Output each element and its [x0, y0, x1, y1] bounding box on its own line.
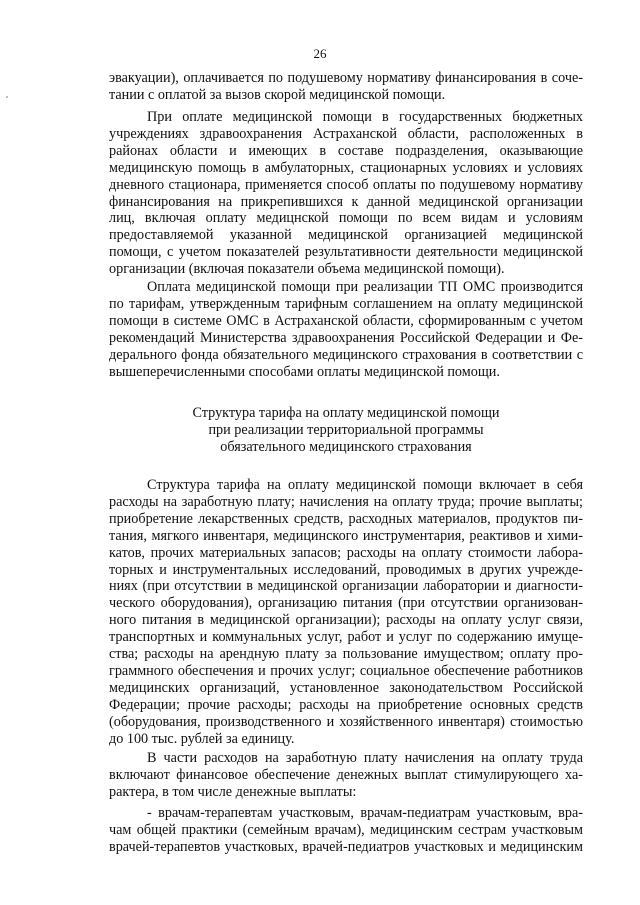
heading-line: Структура тарифа на оплату медицинской помощи	[192, 405, 500, 421]
page-number: 26	[313, 46, 327, 61]
text-line: В части расходов на заработную плату начисления на оплату труда	[147, 750, 583, 766]
heading-line: при реализации территориальной программы	[208, 421, 484, 438]
text-line: ного питания в медицинской организации); расходы на оплату услуг связи,	[109, 612, 583, 629]
text-line: приобретение лекарственных средств, расходных материалов, продуктов пи-	[109, 510, 583, 527]
text-line: тании с оплатой за вызов скорой медицинской помощи.	[109, 86, 446, 103]
paragraph-4	[109, 477, 583, 748]
text-line: Федерации; прочие расходы; расходы на приобретение основных средств	[109, 696, 583, 713]
text-line: учреждениях здравоохранения Астраханской области, расположенных в	[109, 125, 583, 142]
text-line: Структура тарифа на оплату медицинской помощи включает в себя	[147, 477, 583, 493]
paragraph-3	[109, 279, 583, 380]
text-line: вышеперечисленными способами оплаты медицинской помощи.	[109, 363, 500, 380]
text-line: финансирования на прикрепившихся к данной медицинской организации	[109, 193, 583, 210]
text-line: дневного стационара, применяется способ оплаты по подушевому нормативу	[109, 176, 583, 193]
section-heading	[109, 405, 583, 456]
text-line: рекомендаций Министерства здравоохранения Российской Федерации и Фе-	[109, 329, 583, 346]
text-line: медицинскую помощь в амбулаторных, стационарных условиях и условиях	[109, 159, 583, 176]
text-line: предоставляемой указанной медицинской организацией медицинской	[109, 227, 583, 244]
text-line: расходы на заработную плату; начисления на оплату труда; прочие выплаты;	[109, 493, 583, 510]
text-line: до 100 тыс. рублей за единицу.	[109, 730, 295, 747]
text-line: рактера, в том числе денежные выплаты:	[109, 783, 357, 800]
text-line: катов, прочих материальных запасов; расходы на оплату стоимости лабора-	[109, 544, 583, 561]
text-line: помощи, с учетом показателей результативности деятельности медицинской	[109, 244, 583, 261]
paragraph-5	[109, 750, 583, 801]
text-line: медицинских организаций, установленное законодательством Российской	[109, 679, 583, 696]
text-line: - врачам-терапевтам участковым, врачам-педиатрам участковым, вра-	[147, 805, 583, 821]
paragraph-1	[109, 70, 583, 104]
text-line: организации (включая показатели объема медицинской помощи).	[109, 261, 505, 278]
text-line: Оплата медицинской помощи при реализации ТП ОМС производится	[147, 279, 583, 295]
text-line: граммного обеспечения и прочих услуг; социальное обеспечение работников	[109, 662, 583, 679]
text-line: по тарифам, утвержденным тарифным соглашением на оплату медицинской	[109, 295, 583, 312]
text-line: ства; расходы на арендную плату за пользование имуществом; оплату про-	[109, 646, 583, 663]
heading-line: обязательного медицинского страхования	[220, 438, 472, 455]
text-line: торных и инструментальных исследований, проводимых в других учрежде-	[109, 561, 583, 578]
text-line: районах области и имеющих в составе подразделения, оказывающие	[109, 142, 583, 159]
text-line: транспортных и коммунальных услуг, работ и услуг по содержанию имуще-	[109, 629, 583, 646]
text-line: чам общей практики (семейным врачам), медицинским сестрам участковым	[109, 821, 583, 838]
text-line: помощи в системе ОМС в Астраханской области, сформированным с учетом	[109, 312, 583, 329]
text-line: дерального фонда обязательного медицинского страхования в соответствии с	[109, 346, 583, 363]
text-line: тания, мягкого инвентаря, медицинского инструментария, реактивов и хими-	[109, 527, 583, 544]
text-line: лиц, включая оплату медицнской помощи по всем видам и условиям	[109, 210, 583, 227]
text-line: включают финансовое обеспечение денежных выплат стимулирующего ха-	[109, 766, 583, 783]
text-line: (оборудования, производственного и хозяйственного инвентаря) стоимостью	[109, 713, 583, 730]
text-line: ниях (при отсутствии в медицинской организации лаборатории и диагности-	[109, 578, 583, 595]
text-line: При оплате медицинской помощи в государственных бюджетных	[147, 109, 583, 125]
text-line: врачей-терапевтов участковых, врачей-педиатров участковых и медицинским	[109, 838, 583, 855]
paragraph-6	[109, 805, 583, 856]
text-line: ческого оборудования), организацию питания (при отсутствии организован-	[109, 595, 583, 612]
scan-mark	[6, 96, 8, 98]
text-line: эвакуации), оплачивается по подушевому нормативу финансирования в соче-	[109, 70, 583, 86]
paragraph-2	[109, 109, 583, 278]
